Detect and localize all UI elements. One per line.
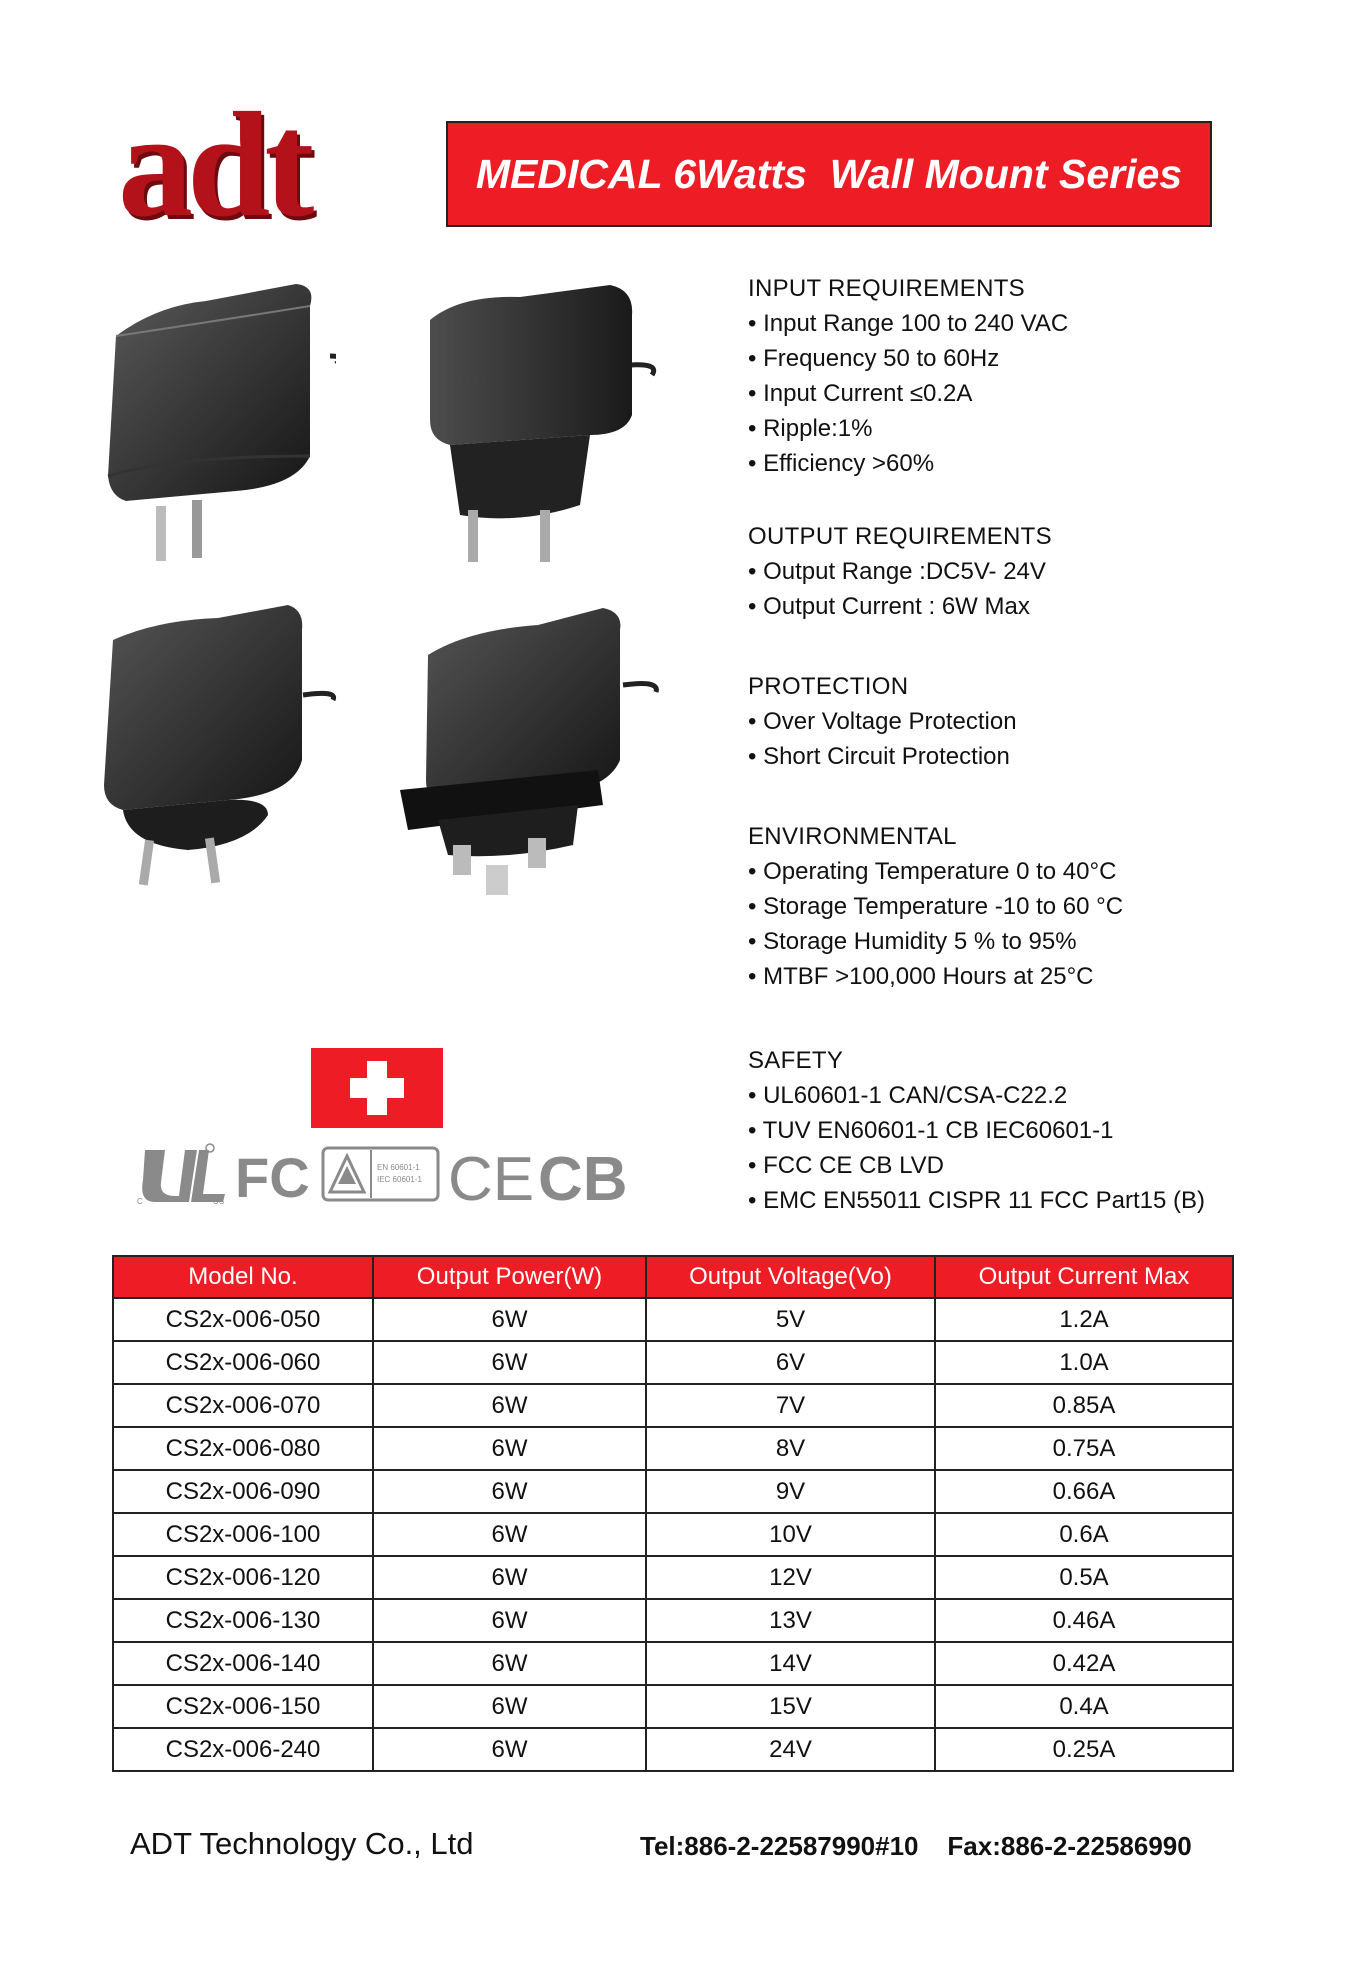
power-cell: 6W: [373, 1470, 646, 1513]
svg-text:US: US: [213, 1197, 225, 1206]
power-cell: 6W: [373, 1556, 646, 1599]
voltage-cell: 24V: [646, 1728, 935, 1771]
power-cell: 6W: [373, 1513, 646, 1556]
table-row: [113, 1556, 1233, 1599]
power-cell: 6W: [373, 1341, 646, 1384]
tuv-standard-line: IEC 60601-1: [377, 1175, 422, 1184]
spec-item: • EMC EN55011 CISPR 11 FCC Part15 (B): [748, 1183, 1308, 1218]
model-cell: CS2x-006-120: [113, 1556, 373, 1599]
current-cell: 0.66A: [935, 1470, 1233, 1513]
spec-item: • MTBF >100,000 Hours at 25°C: [748, 959, 1308, 994]
adapter-photo-au-plug: [98, 600, 343, 900]
voltage-cell: 9V: [646, 1470, 935, 1513]
spec-item: • Ripple:1%: [748, 411, 1308, 446]
spec-heading: INPUT REQUIREMENTS: [748, 275, 1025, 302]
spec-heading: ENVIRONMENTAL: [748, 823, 957, 850]
column-header: Model No.: [113, 1256, 373, 1298]
current-cell: 0.6A: [935, 1513, 1233, 1556]
certification-marks: [135, 1140, 630, 1210]
table-row: [113, 1470, 1233, 1513]
column-header: Output Power(W): [373, 1256, 646, 1298]
voltage-cell: 5V: [646, 1298, 935, 1341]
model-cell: CS2x-006-240: [113, 1728, 373, 1771]
swiss-flag-icon: [311, 1048, 443, 1128]
voltage-cell: 6V: [646, 1341, 935, 1384]
table-row: [113, 1685, 1233, 1728]
table-row: [113, 1642, 1233, 1685]
model-cell: CS2x-006-080: [113, 1427, 373, 1470]
model-table: [112, 1255, 1234, 1772]
voltage-cell: 14V: [646, 1642, 935, 1685]
column-header: Output Voltage(Vo): [646, 1256, 935, 1298]
adapter-photo-uk-plug: [398, 600, 663, 905]
spec-item: • UL60601-1 CAN/CSA-C22.2: [748, 1078, 1308, 1113]
model-cell: CS2x-006-050: [113, 1298, 373, 1341]
spec-output: [748, 519, 1308, 624]
model-cell: CS2x-006-150: [113, 1685, 373, 1728]
contact-info: Tel:886-2-22587990#10 Fax:886-2-22586990: [640, 1831, 1192, 1861]
current-cell: 0.4A: [935, 1685, 1233, 1728]
spec-item: • Storage Temperature -10 to 60 °C: [748, 889, 1308, 924]
spec-safety: [748, 1043, 1308, 1218]
spec-item: • Storage Humidity 5 % to 95%: [748, 924, 1308, 959]
voltage-cell: 13V: [646, 1599, 935, 1642]
table-row: [113, 1298, 1233, 1341]
tuv-standard-line: EN 60601-1: [377, 1163, 420, 1172]
table-row: [113, 1599, 1233, 1642]
model-cell: CS2x-006-100: [113, 1513, 373, 1556]
table-row: [113, 1427, 1233, 1470]
power-cell: 6W: [373, 1642, 646, 1685]
voltage-cell: 12V: [646, 1556, 935, 1599]
power-cell: 6W: [373, 1427, 646, 1470]
table-row: [113, 1341, 1233, 1384]
power-cell: 6W: [373, 1728, 646, 1771]
table-header-row: [113, 1256, 1233, 1298]
power-cell: 6W: [373, 1685, 646, 1728]
ce-mark-icon: CE: [448, 1145, 535, 1210]
voltage-cell: 7V: [646, 1384, 935, 1427]
svg-text:C: C: [137, 1197, 143, 1206]
table-row: [113, 1728, 1233, 1771]
company-name: ADT Technology Co., Ltd: [130, 1826, 474, 1861]
table-row: [113, 1513, 1233, 1556]
current-cell: 1.0A: [935, 1341, 1233, 1384]
table-row: [113, 1384, 1233, 1427]
current-cell: 0.5A: [935, 1556, 1233, 1599]
model-cell: CS2x-006-140: [113, 1642, 373, 1685]
voltage-cell: 8V: [646, 1427, 935, 1470]
fcc-mark-icon: FC: [235, 1146, 310, 1209]
current-cell: 0.75A: [935, 1427, 1233, 1470]
tuv-mark-icon: [323, 1148, 438, 1200]
voltage-cell: 15V: [646, 1685, 935, 1728]
model-cell: CS2x-006-060: [113, 1341, 373, 1384]
spec-item: • Over Voltage Protection: [748, 704, 1308, 739]
spec-item: • Frequency 50 to 60Hz: [748, 341, 1308, 376]
power-cell: 6W: [373, 1298, 646, 1341]
current-cell: 0.85A: [935, 1384, 1233, 1427]
model-cell: CS2x-006-090: [113, 1470, 373, 1513]
series-title-banner: MEDICAL 6Watts Wall Mount Series: [446, 121, 1212, 227]
spec-input: [748, 271, 1308, 481]
adapter-photo-eu-plug: [420, 275, 660, 590]
adt-logo: adt: [118, 82, 309, 248]
spec-heading: OUTPUT REQUIREMENTS: [748, 523, 1052, 550]
column-header: Output Current Max: [935, 1256, 1233, 1298]
model-cell: CS2x-006-070: [113, 1384, 373, 1427]
ul-mark-icon: [137, 1144, 225, 1206]
model-cell: CS2x-006-130: [113, 1599, 373, 1642]
spec-item: • Efficiency >60%: [748, 446, 1308, 481]
power-cell: 6W: [373, 1599, 646, 1642]
spec-item: • Input Current ≤0.2A: [748, 376, 1308, 411]
spec-item: • Output Current : 6W Max: [748, 589, 1308, 624]
spec-environmental: [748, 819, 1308, 994]
spec-item: • Short Circuit Protection: [748, 739, 1308, 774]
adapter-photo-us-plug: [96, 276, 336, 586]
cb-mark-icon: CB: [538, 1145, 628, 1210]
spec-item: • TUV EN60601-1 CB IEC60601-1: [748, 1113, 1308, 1148]
spec-item: • FCC CE CB LVD: [748, 1148, 1308, 1183]
spec-protection: [748, 669, 1308, 774]
current-cell: 0.25A: [935, 1728, 1233, 1771]
power-cell: 6W: [373, 1384, 646, 1427]
spec-item: • Operating Temperature 0 to 40°C: [748, 854, 1308, 889]
current-cell: 0.46A: [935, 1599, 1233, 1642]
current-cell: 1.2A: [935, 1298, 1233, 1341]
spec-item: • Output Range :DC5V- 24V: [748, 554, 1308, 589]
voltage-cell: 10V: [646, 1513, 935, 1556]
spec-heading: SAFETY: [748, 1047, 844, 1074]
spec-item: • Input Range 100 to 240 VAC: [748, 306, 1308, 341]
spec-heading: PROTECTION: [748, 673, 909, 700]
current-cell: 0.42A: [935, 1642, 1233, 1685]
